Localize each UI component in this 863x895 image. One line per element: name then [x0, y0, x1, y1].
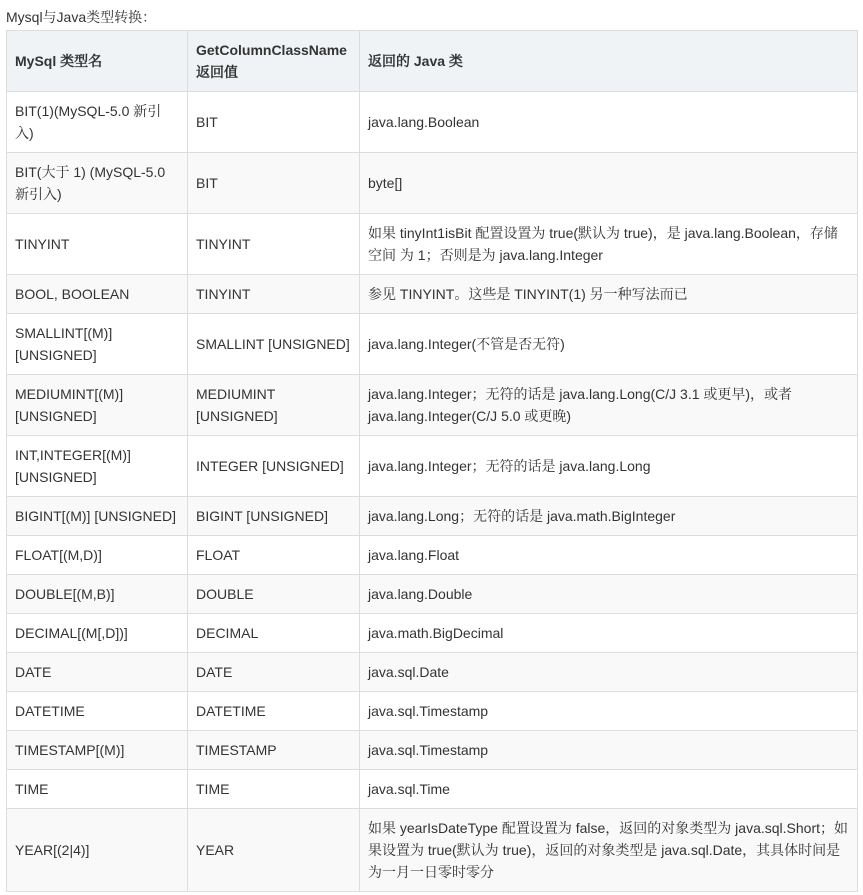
cell-mysql-type: BIT(1)(MySQL-5.0 新引入): [7, 92, 188, 153]
table-row: [7, 497, 858, 536]
cell-java-class: java.sql.Date: [360, 653, 858, 692]
table-row: [7, 214, 858, 275]
cell-column-class: DECIMAL: [188, 614, 360, 653]
cell-column-class: TINYINT: [188, 275, 360, 314]
cell-mysql-type: TINYINT: [7, 214, 188, 275]
cell-java-class: java.sql.Time: [360, 770, 858, 809]
cell-java-class: java.lang.Float: [360, 536, 858, 575]
table-row: [7, 275, 858, 314]
table-row: [7, 653, 858, 692]
table-row: [7, 809, 858, 892]
cell-mysql-type: DATETIME: [7, 692, 188, 731]
cell-mysql-type: FLOAT[(M,D)]: [7, 536, 188, 575]
table-row: [7, 436, 858, 497]
cell-column-class: DOUBLE: [188, 575, 360, 614]
cell-column-class: FLOAT: [188, 536, 360, 575]
cell-mysql-type: MEDIUMINT[(M)] [UNSIGNED]: [7, 375, 188, 436]
cell-mysql-type: DOUBLE[(M,B)]: [7, 575, 188, 614]
cell-column-class: BIT: [188, 92, 360, 153]
cell-java-class: java.lang.Integer(不管是否无符): [360, 314, 858, 375]
type-mapping-table: [6, 30, 858, 892]
table-row: [7, 153, 858, 214]
cell-column-class: INTEGER [UNSIGNED]: [188, 436, 360, 497]
cell-column-class: DATETIME: [188, 692, 360, 731]
cell-column-class: BIT: [188, 153, 360, 214]
table-row: [7, 375, 858, 436]
table-row: [7, 575, 858, 614]
cell-mysql-type: BIT(大于 1) (MySQL-5.0 新引入): [7, 153, 188, 214]
cell-mysql-type: TIMESTAMP[(M)]: [7, 731, 188, 770]
cell-column-class: TIMESTAMP: [188, 731, 360, 770]
header-column-class-name: GetColumnClassName 返回值: [188, 31, 360, 92]
cell-java-class: java.lang.Integer；无符的话是 java.lang.Long: [360, 436, 858, 497]
table-row: [7, 314, 858, 375]
table-header-row: [7, 31, 858, 92]
cell-java-class: java.lang.Integer；无符的话是 java.lang.Long(C/J 3.1 或更早)，或者 java.lang.Integer(C/J 5.0 或更晚): [360, 375, 858, 436]
cell-mysql-type: BIGINT[(M)] [UNSIGNED]: [7, 497, 188, 536]
cell-java-class: 如果 yearIsDateType 配置设置为 false，返回的对象类型为 java.sql.Short；如果设置为 true(默认为 true)，返回的对象类型是 java.sql.Date，其具体时间是为一月一日零时零分: [360, 809, 858, 892]
table-row: [7, 536, 858, 575]
cell-java-class: 如果 tinyInt1isBit 配置设置为 true(默认为 true)，是 java.lang.Boolean，存储空间 为 1；否则是为 java.lang.Integer: [360, 214, 858, 275]
cell-java-class: java.sql.Timestamp: [360, 692, 858, 731]
cell-java-class: java.lang.Double: [360, 575, 858, 614]
cell-java-class: 参见 TINYINT。这些是 TINYINT(1) 另一种写法而已: [360, 275, 858, 314]
cell-mysql-type: BOOL, BOOLEAN: [7, 275, 188, 314]
table-caption: Mysql与Java类型转换：: [6, 9, 157, 25]
cell-column-class: MEDIUMINT [UNSIGNED]: [188, 375, 360, 436]
cell-column-class: SMALLINT [UNSIGNED]: [188, 314, 360, 375]
cell-mysql-type: DATE: [7, 653, 188, 692]
table-row: [7, 770, 858, 809]
table-row: [7, 692, 858, 731]
cell-column-class: BIGINT [UNSIGNED]: [188, 497, 360, 536]
cell-java-class: byte[]: [360, 153, 858, 214]
cell-mysql-type: YEAR[(2|4)]: [7, 809, 188, 892]
header-mysql-type: MySql 类型名: [7, 31, 188, 92]
cell-column-class: TINYINT: [188, 214, 360, 275]
cell-java-class: java.lang.Boolean: [360, 92, 858, 153]
table-row: [7, 92, 858, 153]
cell-java-class: java.math.BigDecimal: [360, 614, 858, 653]
cell-column-class: DATE: [188, 653, 360, 692]
cell-mysql-type: SMALLINT[(M)] [UNSIGNED]: [7, 314, 188, 375]
cell-mysql-type: TIME: [7, 770, 188, 809]
cell-mysql-type: DECIMAL[(M[,D])]: [7, 614, 188, 653]
cell-column-class: TIME: [188, 770, 360, 809]
cell-column-class: YEAR: [188, 809, 360, 892]
cell-mysql-type: INT,INTEGER[(M)] [UNSIGNED]: [7, 436, 188, 497]
table-row: [7, 731, 858, 770]
header-java-class: 返回的 Java 类: [360, 31, 858, 92]
table-row: [7, 614, 858, 653]
cell-java-class: java.lang.Long；无符的话是 java.math.BigInteger: [360, 497, 858, 536]
cell-java-class: java.sql.Timestamp: [360, 731, 858, 770]
